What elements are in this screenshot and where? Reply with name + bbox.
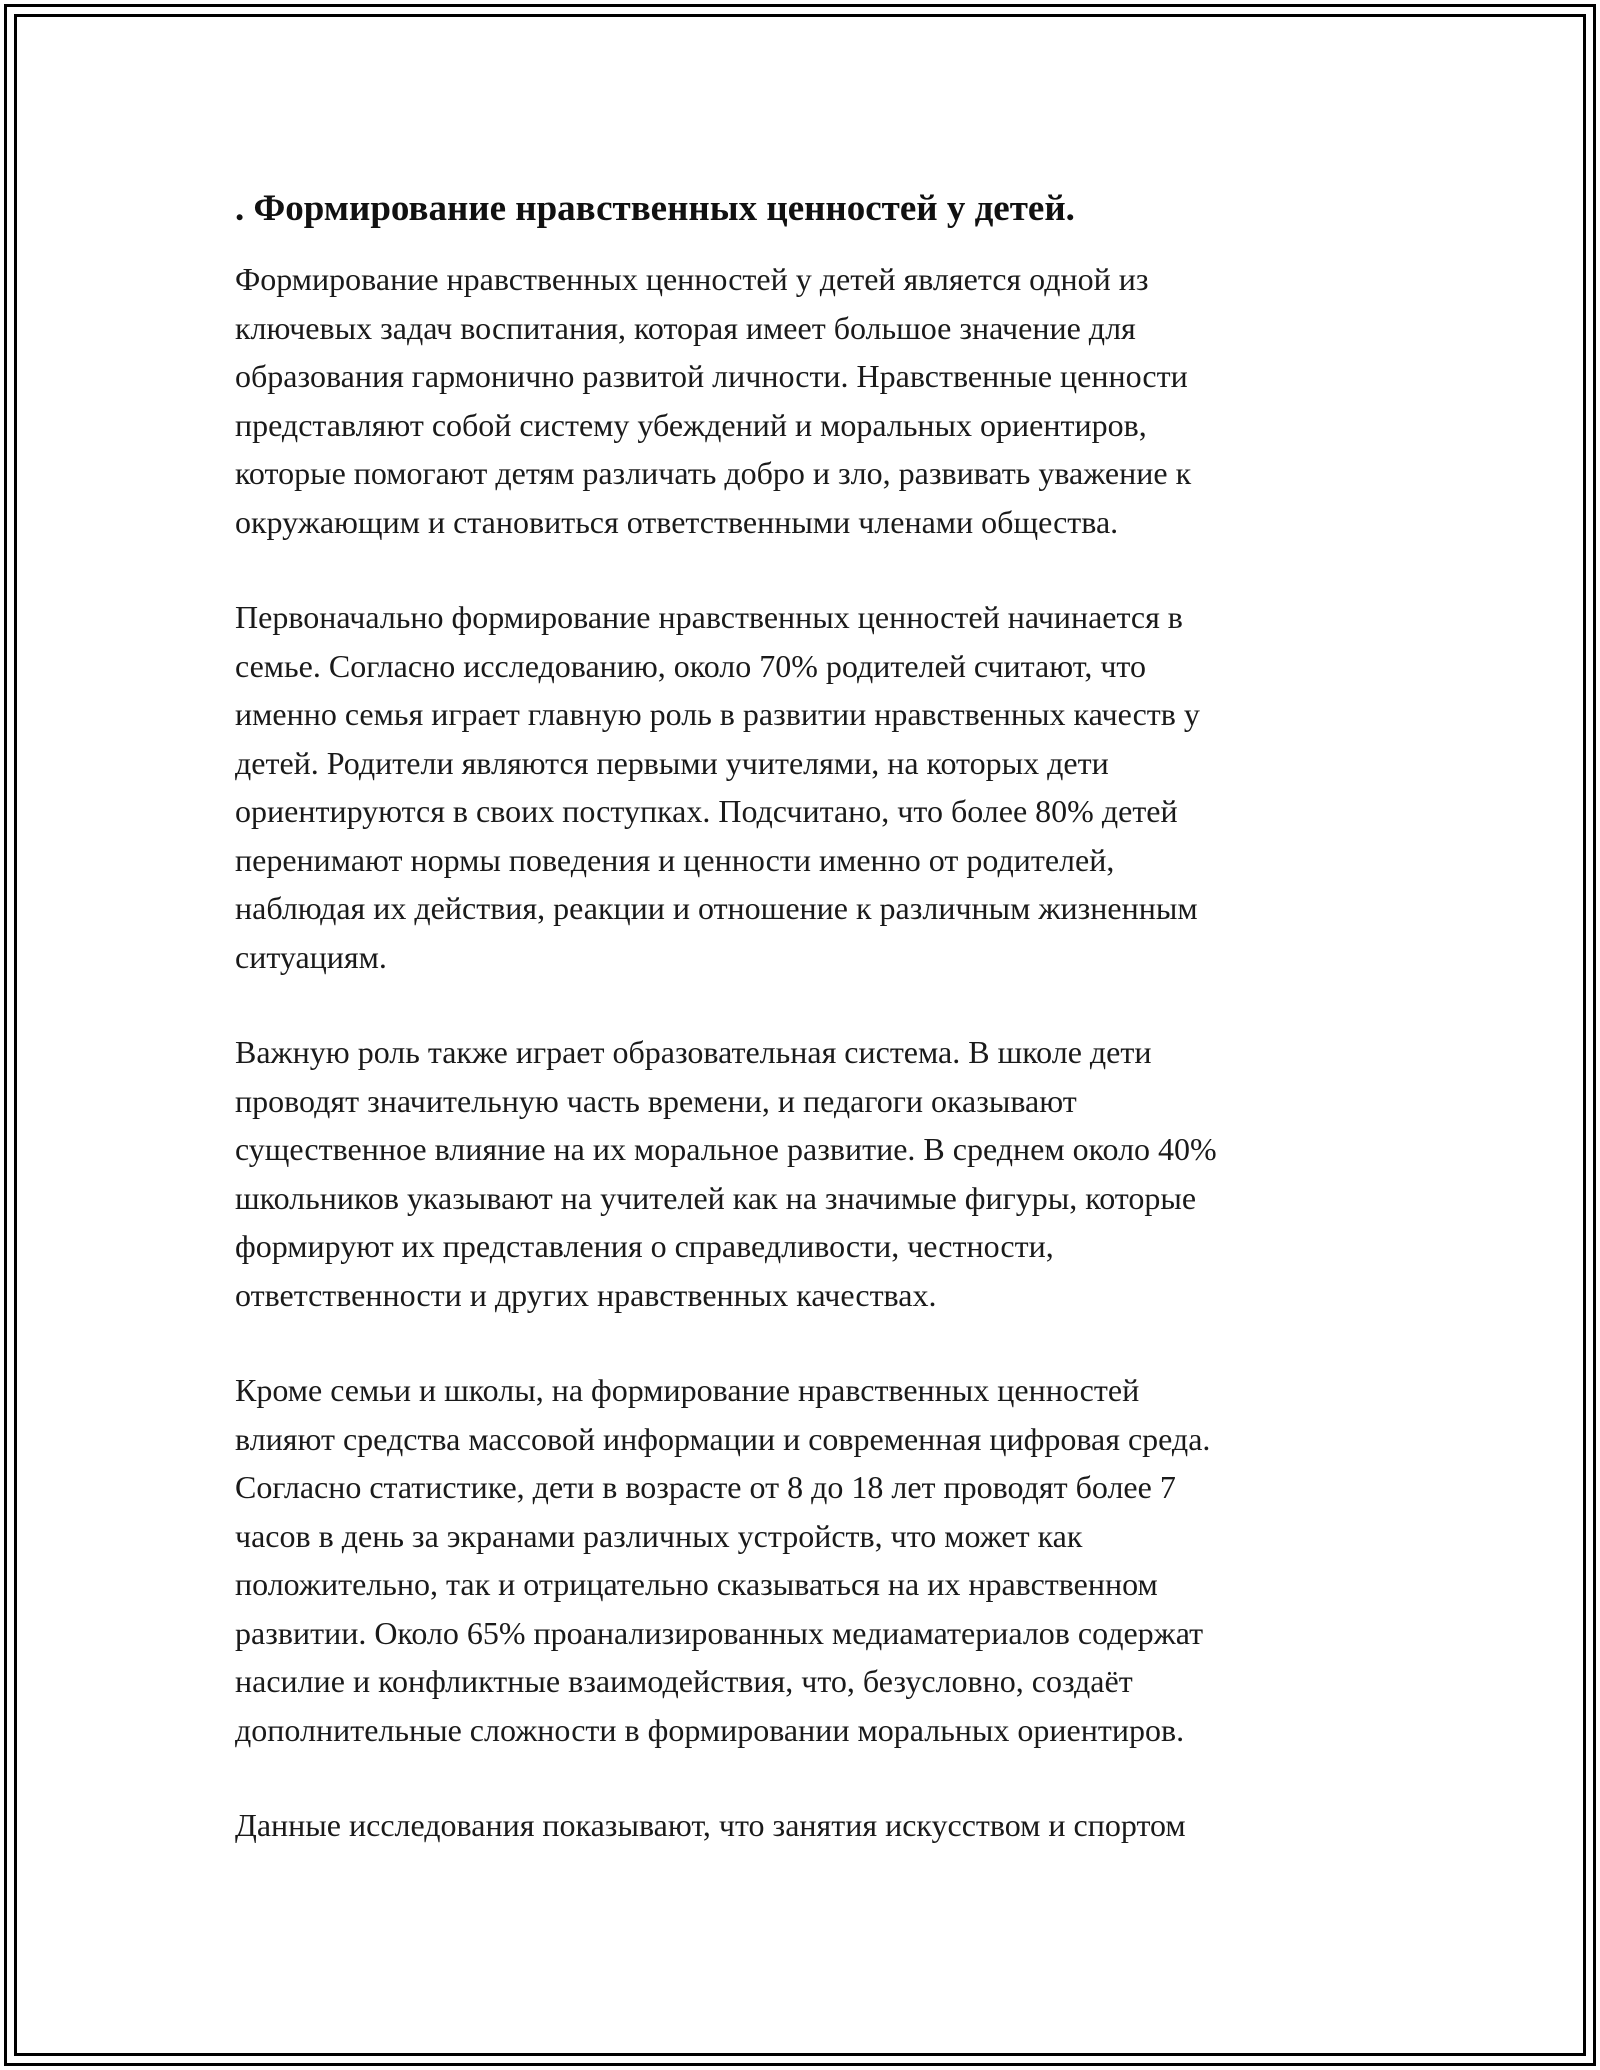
document-page [235, 185, 1385, 1897]
document-title: . Формирование нравственных ценностей у детей. [235, 188, 1075, 229]
paragraph-intro: Формирование нравственных ценностей у детей является одной из ключевых задач воспитания, которая имеет большое значение для образования гармонично развитой личности. Нравственные ценности представляют собой систему убеждений и моральных ориентиров, которые помогают детям различать добро и зло, развивать уважение к окружающим и становиться ответственными членами общества. [235, 261, 1192, 540]
paragraph-media: Кроме семьи и школы, на формирование нравственных ценностей влияют средства массовой информации и современная цифровая среда. Согласно статистике, дети в возрасте от 8 до 18 лет проводят более 7 часов в день за экранами различных устройств, что может как положительно, так и отрицательно сказываться на их нравственном развитии. Около 65% проанализированных медиаматериалов содержат насилие и конфликтные взаимодействия, что, безусловно, создаёт дополнительные сложности в формировании моральных ориентиров. [235, 1372, 1211, 1748]
paragraph-arts-sports: Данные исследования показывают, что занятия искусством и спортом [235, 1807, 1186, 1843]
paragraph-family: Первоначально формирование нравственных ценностей начинается в семье. Согласно исследованию, около 70% родителей считают, что именно семья играет главную роль в развитии нравственных качеств у детей. Родители являются первыми учителями, на которых дети ориентируются в своих поступках. Подсчитано, что более 80% детей перенимают нормы поведения и ценности именно от родителей, наблюдая их действия, реакции и отношение к различным жизненным ситуациям. [235, 599, 1200, 975]
paragraph-school: Важную роль также играет образовательная система. В школе дети проводят значительную часть времени, и педагоги оказывают существенное влияние на их моральное развитие. В среднем около 40% школьников указывают на учителей как на значимые фигуры, которые формируют их представления о справедливости, честности, ответственности и других нравственных качествах. [235, 1034, 1217, 1313]
